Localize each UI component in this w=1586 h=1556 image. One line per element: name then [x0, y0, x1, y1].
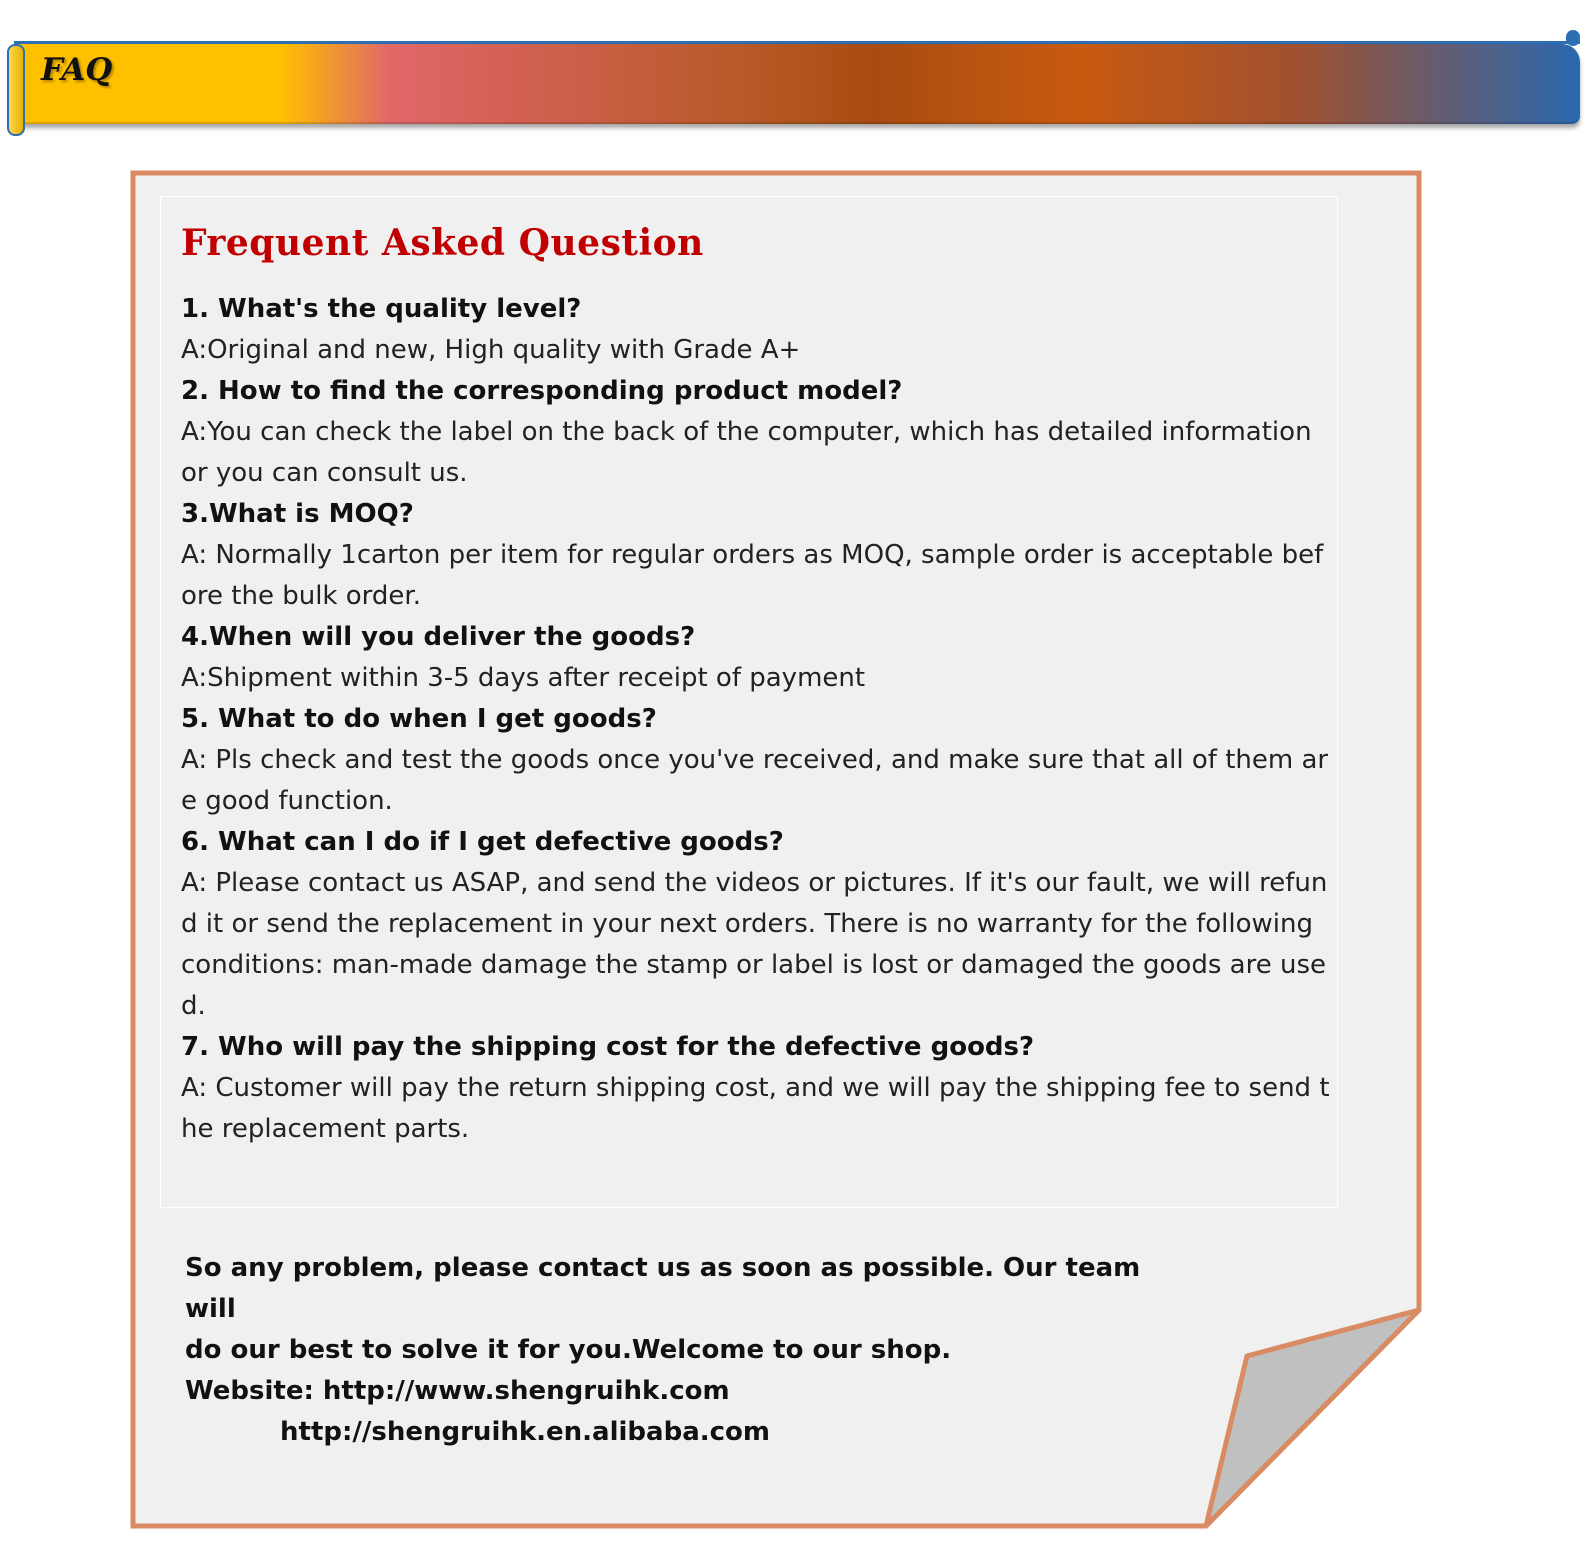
website-alibaba-line: http://shengruihk.en.alibaba.com: [280, 1417, 770, 1447]
faq-question: 7. Who will pay the shipping cost for the defective goods?: [181, 1032, 1035, 1062]
contact-note: [185, 1248, 1185, 1453]
website-line: Website: http://www.shengruihk.com: [185, 1376, 730, 1406]
faq-answer: A: Please contact us ASAP, and send the videos or pictures. If it's our fault, we will refun d it or send the replacement in your next orders. There is no warranty for the following conditions: man-made damage the stamp or label is lost or damaged the goods are use d.: [181, 868, 1328, 1021]
faq-answer: A:Shipment within 3-5 days after receipt of payment: [181, 663, 866, 693]
faq-item: [181, 1027, 1341, 1150]
faq-question: 6. What can I do if I get defective goods?: [181, 827, 784, 857]
faq-item: [181, 494, 1341, 617]
faq-item: [181, 822, 1341, 1027]
faq-heading: Frequent Asked Question: [181, 222, 704, 264]
banner-title: FAQ: [41, 52, 113, 88]
faq-answer: A:You can check the label on the back of the computer, which has detailed information or you can consult us.: [181, 417, 1312, 488]
faq-question: 2. How to find the corresponding product model?: [181, 376, 903, 406]
faq-question: 5. What to do when I get goods?: [181, 704, 657, 734]
contact-line: So any problem, please contact us as soon as possible. Our team will: [185, 1253, 1141, 1324]
faq-answer: A: Pls check and test the goods once you've received, and make sure that all of them ar e good function.: [181, 745, 1329, 816]
faq-answer: A:Original and new, High quality with Grade A+: [181, 335, 801, 365]
faq-list: [181, 289, 1341, 1150]
contact-line: do our best to solve it for you.Welcome to our shop.: [185, 1335, 952, 1365]
faq-question: 1. What's the quality level?: [181, 294, 582, 324]
faq-item: [181, 289, 1341, 371]
faq-answer: A: Normally 1carton per item for regular orders as MOQ, sample order is acceptable bef ore the bulk order.: [181, 540, 1324, 611]
faq-answer: A: Customer will pay the return shipping cost, and we will pay the shipping fee to send t he replacement parts.: [181, 1073, 1330, 1144]
faq-item: [181, 699, 1341, 822]
faq-item: [181, 371, 1341, 494]
faq-item: [181, 617, 1341, 699]
faq-question: 4.When will you deliver the goods?: [181, 622, 696, 652]
faq-question: 3.What is MOQ?: [181, 499, 414, 529]
